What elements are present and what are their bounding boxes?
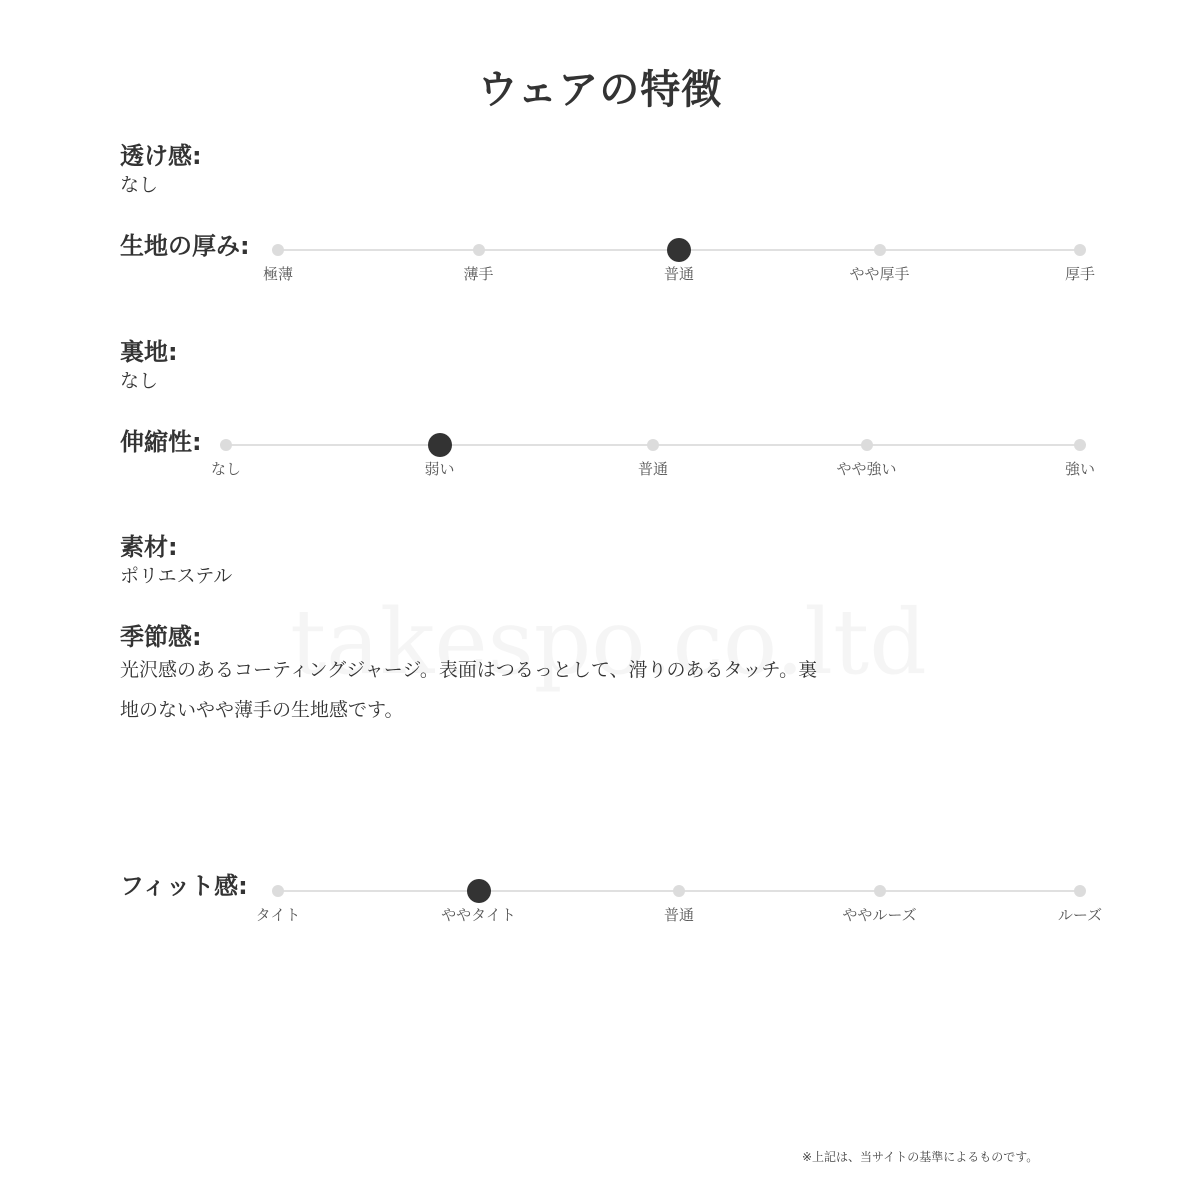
- thickness-option-label: 極薄: [262, 265, 293, 283]
- stretch-option-dot: [220, 439, 232, 451]
- thickness-label: 生地の厚み:: [120, 232, 250, 260]
- fit-option-label: タイト: [255, 906, 301, 924]
- fit-option-dot: [1074, 885, 1086, 897]
- transparency-value: なし: [120, 174, 159, 196]
- fit-option-label: ルーズ: [1057, 906, 1103, 924]
- transparency-label: 透け感:: [120, 142, 202, 170]
- thickness-option-dot: [1074, 244, 1086, 256]
- thickness-option-label: やや厚手: [849, 265, 910, 283]
- thickness-scale: [262, 241, 1095, 301]
- material-label: 素材:: [120, 533, 178, 561]
- lining-value: なし: [120, 370, 159, 392]
- fit-option-dot: [272, 885, 284, 897]
- stretch-option-label: 弱い: [424, 460, 455, 478]
- fit-option-label: ややタイト: [441, 906, 516, 924]
- stretch-option-dot: [861, 439, 873, 451]
- stretch-option-dot-selected: [428, 433, 452, 457]
- stretch-label: 伸縮性:: [120, 428, 202, 456]
- stretch-option-label: やや強い: [836, 460, 897, 478]
- season-description-line-1: 光沢感のあるコーティングジャージ。表面はつるっとして、滑りのあるタッチ。裏: [120, 659, 818, 681]
- fit-scale: [255, 882, 1103, 942]
- stretch-option-dot: [1074, 439, 1086, 451]
- stretch-scale: [210, 436, 1095, 496]
- fit-option-dot: [874, 885, 886, 897]
- material-value: ポリエステル: [120, 565, 233, 587]
- fit-label: フィット感:: [120, 872, 248, 900]
- lining-label: 裏地:: [120, 338, 178, 366]
- fit-option-label: 普通: [663, 906, 694, 924]
- fit-option-dot-selected: [467, 879, 491, 903]
- thickness-option-dot: [473, 244, 485, 256]
- page-title: ウェアの特徴: [477, 67, 723, 113]
- fit-option-label: ややルーズ: [842, 906, 917, 924]
- thickness-option-label: 厚手: [1064, 265, 1095, 283]
- season-description: [120, 650, 880, 730]
- stretch-option-label: 強い: [1064, 460, 1095, 478]
- thickness-option-label: 普通: [663, 265, 694, 283]
- thickness-option-dot-selected: [667, 238, 691, 262]
- stretch-option-label: 普通: [637, 460, 668, 478]
- fit-option-dot: [673, 885, 685, 897]
- thickness-option-label: 薄手: [463, 265, 494, 283]
- season-label: 季節感:: [120, 623, 202, 651]
- thickness-option-dot: [272, 244, 284, 256]
- stretch-option-label: なし: [210, 460, 241, 478]
- season-description-line-2: 地のないやや薄手の生地感です。: [120, 699, 404, 721]
- thickness-option-dot: [874, 244, 886, 256]
- footnote: ※上記は、当サイトの基準によるものです。: [802, 1150, 1039, 1164]
- stretch-option-dot: [647, 439, 659, 451]
